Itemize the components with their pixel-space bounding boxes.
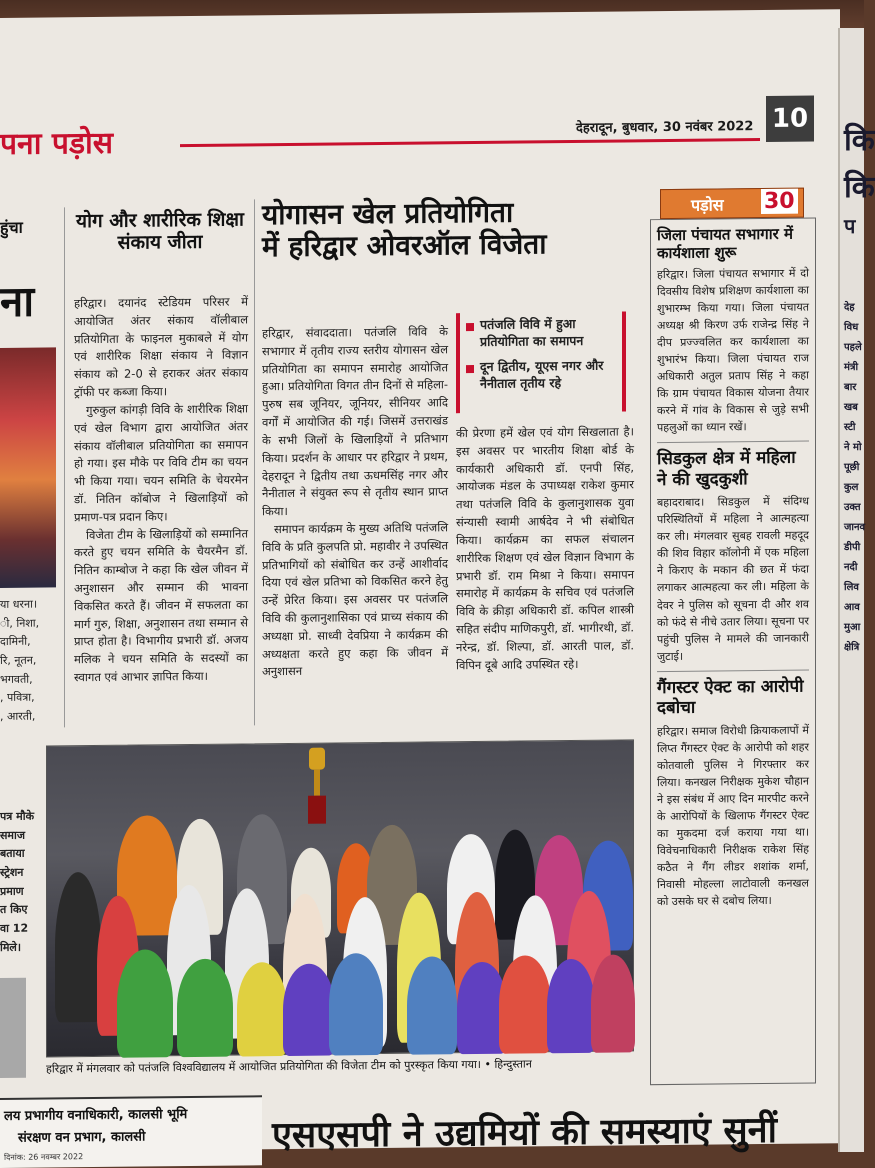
edge-frag: विध: [844, 322, 859, 333]
left-lower-frag: प्रमाण: [0, 884, 24, 898]
page-number: 10: [766, 95, 814, 142]
story2-highlight-box: [456, 311, 626, 419]
story2-headline-line1: योगासन खेल प्रतियोगिता: [262, 195, 514, 232]
padosh-number: 30: [761, 189, 798, 214]
story2-paragraph: हरिद्वार, संवाददाता। पतंजलि विवि के सभागार में तृतीय राज्य स्तरीय योगासन खेल प्रतियोगिता का समापन समारोह आयोजित हुआ। प्रतियोगिता विगत तीन दिनों से महिला-पुरुष सब जूनियर, जूनियर, सीनियर आदि वर्गों में आयोजित की गई। जिसमें उत्तराखंड के सभी जिलों के खिलाड़ियों ने प्रतिभाग किया। प्रदर्शन के आधार पर हरिद्वार ने प्रथम, देहरादून ने द्वितीय तथा ऊधमसिंह नगर और नैनीताल ने संयुक्त रूप से तृतीय स्थान प्राप्त किया।: [262, 324, 448, 519]
left-frag: दामिनी,: [0, 635, 31, 649]
trophy-icon: [305, 748, 329, 826]
ad-date: दिनांक: 26 नवम्बर 2022: [4, 1152, 84, 1162]
person: [237, 962, 287, 1057]
right-story2-headline: सिडकुल क्षेत्र में महिला ने की खुदकुशी: [657, 448, 796, 490]
edge-frag: कुल: [844, 482, 859, 493]
person: [329, 953, 383, 1056]
winning-team-photo: [46, 739, 634, 1057]
padosh-label: पड़ोस: [691, 195, 724, 215]
column-rule: [254, 199, 255, 725]
edge-frag: आव: [844, 602, 860, 613]
left-fragment-big: ना: [0, 276, 35, 326]
left-lower-frag: बताया: [0, 847, 25, 861]
left-lower-fragments: [0, 807, 48, 957]
edge-frag: नदी: [844, 562, 858, 573]
left-lower-frag: त किए: [0, 903, 28, 917]
highlight-bar: [622, 311, 626, 411]
person: [407, 956, 457, 1055]
right-news-column: [650, 217, 816, 1085]
masthead-rule: [180, 138, 760, 147]
edge-frag: बार: [844, 382, 857, 393]
highlight-text: दून द्वितीय, यूएस नगर और नैनीताल तृतीय रहे: [480, 357, 604, 391]
edge-frag: पूछी: [844, 462, 860, 473]
person: [499, 955, 551, 1054]
edge-frag: लिव: [844, 582, 859, 593]
right-story3-body: हरिद्वार। समाज विरोधी क्रियाकलापों में लिप्त गैंगस्टर ऐक्ट के आरोपी को शहर कोतवाली पुलिस ने गिरफ्तार कर लिया। कनखल निरीक्षक मुकेश चौहान ने इस संबंध में आए दिन मारपीट करने के आरोपियों के खिलाफ गैंगस्टर ऐक्ट का मुकदमा दर्ज कराया गया था। विवेचनाधिकारी निरीक्षक राकेश सिंह कठैत ने गैंग लीडर शशांक शर्मा, निवासी मोहल्ला लाटोवाली कनखल को उसके घर से दबोच लिया।: [657, 723, 809, 909]
person: [547, 959, 595, 1054]
edge-frag: कि: [844, 123, 875, 158]
highlight-item: [466, 357, 618, 392]
edge-frag: जानव: [844, 522, 866, 533]
left-frag: ी, निशा,: [0, 616, 40, 630]
edge-frag: स्टी: [844, 422, 856, 433]
tender-ad-box: [0, 1095, 262, 1168]
right-story1-headline: जिला पंचायत सभागार में कार्यशाला शुरू: [657, 224, 793, 263]
right-story1-body: हरिद्वार। जिला पंचायत सभागार में दो दिवसीय विशेष प्रशिक्षण कार्यशाला का शुभारम्भ किया गया। जिला पंचायत अध्यक्ष श्री किरण उर्फ राजेन्द्र सिंह ने दीप प्रज्ज्वलित कर कार्यशाला का शुभारंभ किया। जिला पंचायत राज अधिकारी अतुल प्रताप सिंह ने कहा कि ग्राम पंचायत विकास योजना तैयार करने में गांव के विकास से जुड़े सभी पहलुओं का ध्यान रखें।: [657, 266, 809, 435]
story1-paragraph: गुरुकुल कांगड़ी विवि के शारीरिक शिक्षा एवं खेल विभाग द्वारा आयोजित अंतर संकाय वॉलीबाल प्रतियोगिता का समापन हो गया। इस मौके पर विवि टीम का चयन भी किया गया। चयन समिति के चेयरमेन डॉ. नितिन कॉबोज ने खिलाड़ियों को प्रमाण-पत्र प्रदान किए।: [74, 401, 248, 524]
left-frag: या धरना।: [0, 597, 38, 611]
left-lower-frag: समाज: [0, 828, 26, 842]
story2-body-col2: [456, 423, 634, 723]
edge-frag: खब: [844, 402, 858, 413]
section-masthead: पना पड़ोस: [0, 125, 114, 162]
story2-paragraph: की प्रेरणा हमें खेल एवं योग सिखलाता है। इस अवसर पर भारतीय शिक्षा बोर्ड के कार्यकारी अधिकारी डॉ. एनपी सिंह, आयोजक मंडल के उपाध्यक्ष राकेश कुमार तथा पतंजलि विवि के कुलानुशासक युवा संन्यासी स्वामी आर्षदेव ने भी संबोधित किया। कार्यक्रम का सफल संचालन शारीरिक शिक्षण एवं खेल विज्ञान विभाग के प्रभारी डॉ. राम मिश्रा ने किया। समापन समारोह में कार्यक्रम के सचिव एवं पतंजलि विवि के क्रीड़ा अधिकारी डॉ. कपिल शास्त्री सहित संदीप माणिकपुरी, डॉ. भागीरथी, डॉ. नरेन्द्र, डॉ. शिल्पा, डॉ. आरती पाल, डॉ. विपिन दूबे आदि उपस्थित रहे।: [456, 424, 634, 672]
highlight-bar: [456, 313, 460, 413]
edge-frag: मुआ: [844, 622, 861, 633]
edge-frag: कि: [844, 170, 875, 205]
story2-headline-line2: में हरिद्वार ओवरऑल विजेता: [262, 227, 547, 264]
left-frag: भगवती,: [0, 672, 33, 686]
left-frag: , आरती,: [0, 709, 36, 724]
story2-headline: [262, 195, 630, 263]
story2-paragraph: समापन कार्यक्रम के मुख्य अतिथि पतंजलि विवि के प्रति कुलपति प्रो. महावीर ने उपस्थित प्रतिभागियों को संबोधित कर उन्हें आशीर्वाद दिया एवं खेल प्रतिभा को विकसित करने हेतु उन्हें प्रेरित किया। इस अवसर पर पतंजलि विवि की कुलानुशासिका एवं प्राच्य संकाय की अध्यक्षा प्रो. साध्वी देवप्रिया ने कार्यक्रम की अध्यक्षता करते हुए कहा कि जीवन में अनुशासन: [262, 520, 448, 679]
highlight-text: पतंजलि विवि में हुआ प्रतियोगिता का समापन: [480, 315, 584, 349]
story2-body-col1: [262, 323, 448, 725]
left-lower-frag: स्ट्रेशन: [0, 865, 24, 880]
ad-line: संरक्षण वन प्रभाग, कालसी: [18, 1129, 146, 1146]
edge-frag: उक्त: [844, 502, 861, 513]
divider: [657, 669, 809, 672]
right-story3-headline: गैंगस्टर ऐक्ट का आरोपी दबोचा: [657, 676, 804, 719]
newspaper-page: [0, 9, 840, 1162]
left-fragments: [0, 595, 58, 726]
left-lower-frag: वा 12: [0, 921, 29, 936]
dateline: देहरादून, बुधवार, 30 नवंबर 2022: [576, 119, 754, 136]
edge-frag: डीपी: [844, 542, 861, 553]
left-image-fragment: [0, 978, 26, 1078]
person: [55, 872, 101, 1022]
left-frag: रि, नूतन,: [0, 653, 37, 668]
story1-paragraph: विजेता टीम के खिलाड़ियों को सम्मानित करते हुए चयन समिति के चैयरमैन डॉ. नितिन काम्बोज ने कहा कि खेल जीवन में अनुशासन और सम्मान की भावना विकसित करते हैं। जीवन में सफलता का मार्ग गुरु, शिक्षा, अनुशासन तथा सम्मान से प्राप्त होता है। विभागीय प्रभारी डॉ. अजय मलिक ने चयन समिति के सदस्यों का स्वागत एवं आभार ज्ञापित किया।: [74, 525, 248, 685]
crowd-photo-fragment: [0, 347, 56, 588]
edge-frag: प: [844, 214, 856, 238]
edge-frag: ने मो: [844, 442, 862, 453]
left-lower-frag: मिले।: [0, 940, 22, 954]
ad-line: लय प्रभागीय वनाधिकारी, कालसी भूमि: [4, 1107, 188, 1124]
right-story2-body: बहादराबाद। सिडकुल में संदिग्ध परिस्थितियों में महिला ने आत्महत्या कर ली। मंगलवार सुबह रावली महदूद की शिव विहार कॉलोनी में एक महिला ने किराए के मकान की छत में फंदा लगाकर आत्महत्या कर ली। महिला के देवर ने पुलिस को सूचना दी और शव को फंदे से नीचे उतार लिया। सूचना पर पहुंची पुलिस ने मामले की जानकारी जुटाई।: [657, 494, 809, 663]
person: [283, 963, 335, 1056]
edge-frag: क्षेत्रि: [844, 642, 860, 653]
story1-headline: योग और शारीरिक शिक्षा संकाय जीता: [76, 208, 244, 254]
adjacent-page-edge: [838, 28, 875, 1152]
bullet-square-icon: [466, 365, 474, 373]
left-frag: , पवित्रा,: [0, 691, 35, 705]
person: [591, 954, 635, 1052]
bottom-headline: एसएसपी ने उद्यमियों की समस्याएं सुनीं: [272, 1109, 777, 1157]
edge-frag: देह: [844, 302, 855, 313]
story1-paragraph: हरिद्वार। दयानंद स्टेडियम परिसर में आयोजित अंतर संकाय वॉलीबाल प्रतियोगिता के फाइनल मुकाबले में योग एवं शारीरिक शिक्षा संकाय ने विज्ञान संकाय को 2-0 से हराकर अंतर संकाय ट्रॉफी पर कब्जा किया।: [74, 294, 248, 400]
divider: [657, 441, 809, 444]
person: [117, 949, 173, 1058]
bullet-square-icon: [466, 323, 474, 331]
photo-caption: हरिद्वार में मंगलवार को पतंजलि विश्वविद्यालय में आयोजित प्रतियोगिता की विजेता टीम को पुरस्कृत किया गया। • हिन्दुस्तान: [46, 1057, 532, 1076]
column-rule: [64, 207, 65, 727]
edge-frag: पहले: [844, 342, 862, 353]
highlight-item: [466, 316, 618, 351]
person: [177, 959, 233, 1058]
left-fragment-top: हुंचा: [0, 217, 23, 237]
story1-body: [74, 293, 248, 687]
left-lower-frag: पत्र मौके: [0, 809, 35, 823]
padosh-badge: [660, 188, 804, 220]
edge-frag: मंत्री: [844, 362, 859, 373]
